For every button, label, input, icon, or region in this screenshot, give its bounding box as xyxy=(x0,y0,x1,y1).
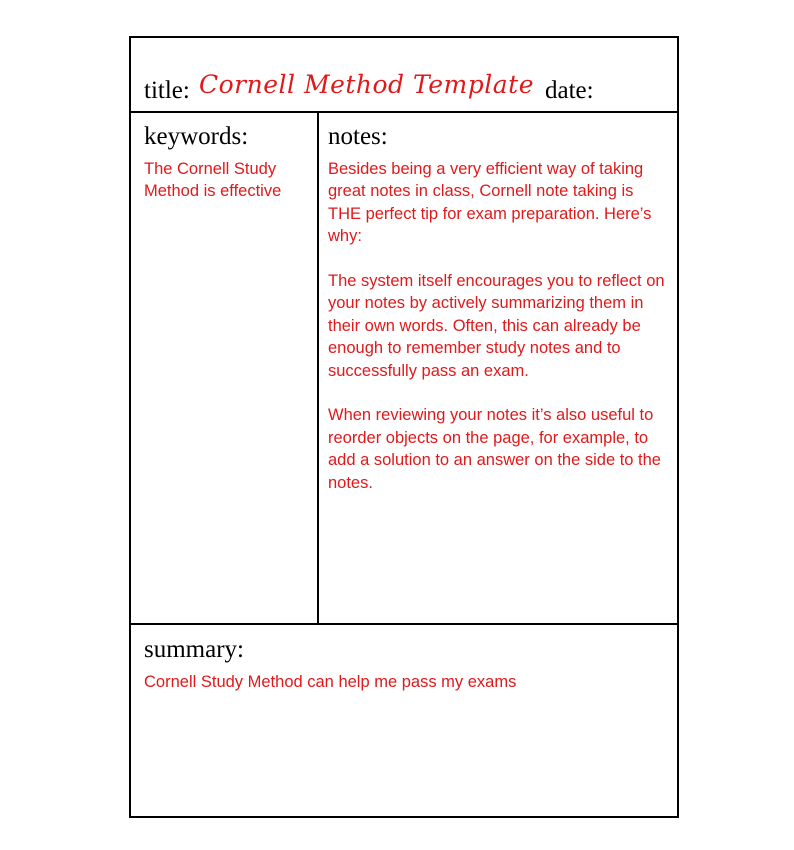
title-row xyxy=(131,38,677,113)
summary-text: Cornell Study Method can help me pass my exams xyxy=(144,673,517,691)
title-label: title: xyxy=(144,77,190,104)
notes-paragraph: Besides being a very efficient way of taking great notes in class, Cornell note taking is THE perfect tip for exam preparation. Here’s why: xyxy=(328,160,652,246)
notes-column xyxy=(319,113,677,623)
keywords-column xyxy=(131,113,319,623)
date-label: date: xyxy=(545,77,594,104)
cornell-notes-sheet xyxy=(129,36,679,818)
notes-paragraph: When reviewing your notes it’s also useful to reorder objects on the page, for example, to add a solution to an answer on the side to the notes. xyxy=(328,406,661,492)
notes-label: notes: xyxy=(328,123,388,150)
keywords-label: keywords: xyxy=(144,123,249,150)
keywords-text: The Cornell Study Method is effective xyxy=(144,160,282,201)
notes-paragraph: The system itself encourages you to reflect on your notes by actively summarizing them in their own words. Often, this can already be enough to remember study notes and to successfully pass an exam. xyxy=(328,272,665,380)
summary-label: summary: xyxy=(144,636,244,663)
summary-section xyxy=(131,625,677,816)
title-value: Cornell Method Template xyxy=(199,70,534,99)
notes-body xyxy=(328,158,668,516)
